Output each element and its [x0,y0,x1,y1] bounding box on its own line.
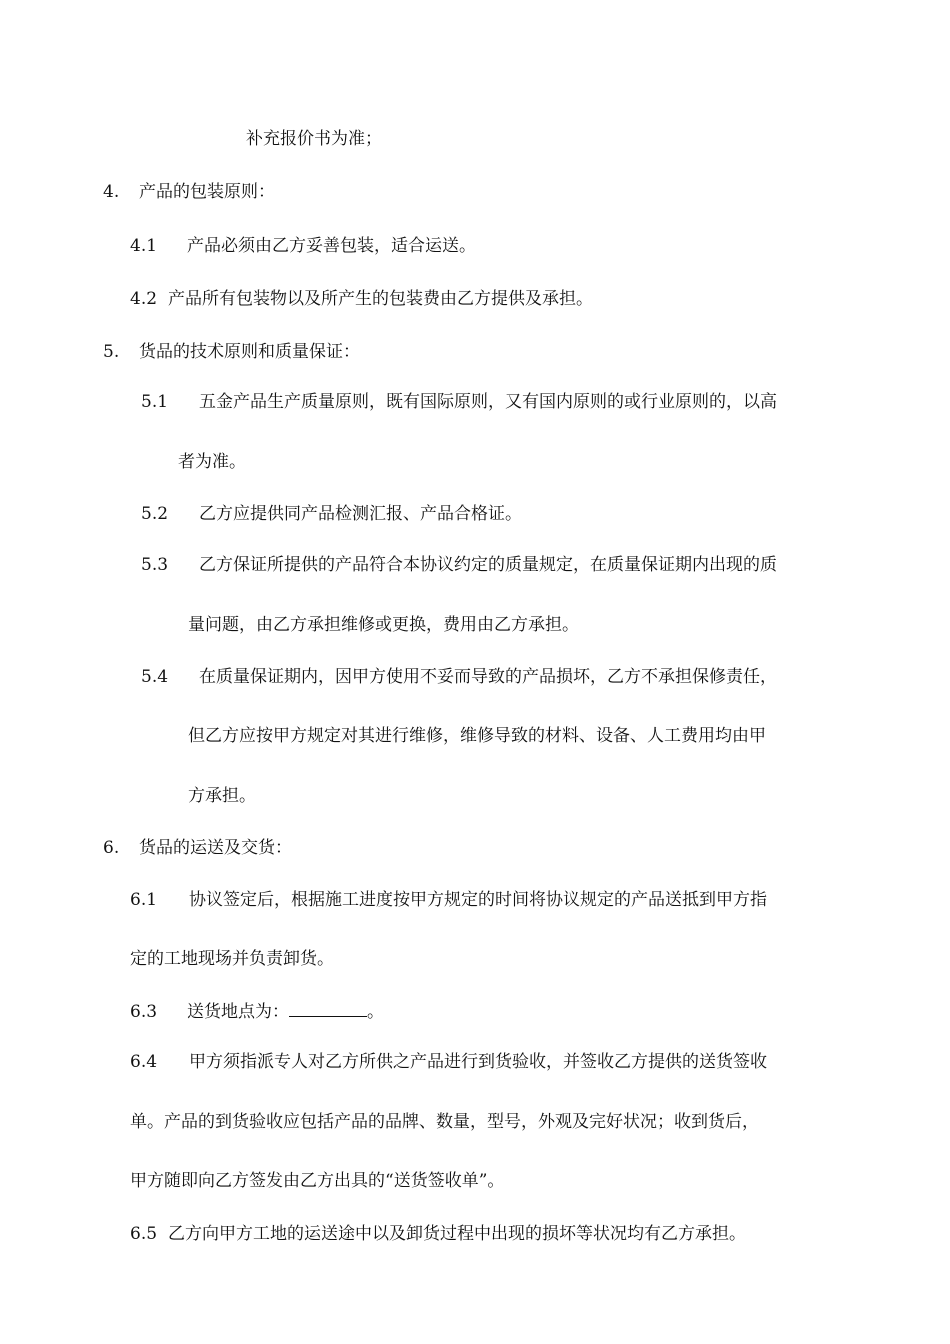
line-text: 者为准。 [178,452,246,472]
clause-continuation [130,1170,504,1192]
clause-6-4 [130,1051,767,1073]
section-number: 5. [103,342,120,362]
clause-continuation [178,451,246,473]
line-text: 量问题，由乙方承担维修或更换，费用由乙方承担。 [188,615,579,635]
section-heading-4 [103,181,275,203]
clause-4-1 [130,235,476,257]
line-text: 单。产品的到货验收应包括产品的品牌、数量，型号，外观及完好状况；收到货后， [130,1112,759,1132]
clause-number: 6.3 [130,1002,158,1022]
delivery-address-blank [289,1000,367,1017]
clause-text: 甲方须指派专人对乙方所供之产品进行到货验收，并签收乙方提供的送货签收 [189,1052,767,1072]
clause-6-5 [130,1223,746,1245]
section-title: 货品的运送及交货： [139,838,292,858]
clause-5-2 [141,503,522,525]
clause-continuation [130,948,334,970]
section-number: 6. [103,838,120,858]
clause-text: 乙方应提供同产品检测汇报、产品合格证。 [199,504,522,524]
clause-6-3 [130,1000,384,1023]
clause-tail: 。 [367,1002,384,1022]
clause-continuation [188,785,256,807]
clause-number: 5.1 [141,392,169,412]
clause-text: 送货地点为： [187,1002,289,1022]
line-text: 方承担。 [188,786,256,806]
section-title: 产品的包装原则： [139,182,275,202]
clause-6-1 [130,889,767,911]
clause-text: 在质量保证期内，因甲方使用不妥而导致的产品损坏，乙方不承担保修责任， [199,667,777,687]
clause-number: 5.3 [141,555,169,575]
clause-5-1 [141,391,777,413]
line-text: 补充报价书为准； [246,129,382,149]
clause-number: 6.5 [130,1224,158,1244]
clause-continuation [130,1111,759,1133]
section-heading-5 [103,341,360,363]
clause-continuation [188,614,579,636]
clause-5-4 [141,666,777,688]
section-title: 货品的技术原则和质量保证： [139,342,360,362]
clause-text: 产品所有包装物以及所产生的包装费由乙方提供及承担。 [168,289,593,309]
clause-number: 6.4 [130,1052,158,1072]
clause-number: 6.1 [130,890,158,910]
clause-number: 4.1 [130,236,158,256]
clause-text: 产品必须由乙方妥善包装，适合运送。 [187,236,476,256]
clause-continuation [188,725,766,747]
clause-text: 乙方向甲方工地的运送途中以及卸货过程中出现的损坏等状况均有乙方承担。 [168,1224,746,1244]
clause-5-3 [141,554,777,576]
clause-number: 5.4 [141,667,169,687]
clause-number: 4.2 [130,289,158,309]
clause-text: 五金产品生产质量原则，既有国际原则，又有国内原则的或行业原则的，以高 [199,392,777,412]
clause-text: 协议签定后，根据施工进度按甲方规定的时间将协议规定的产品送抵到甲方指 [189,890,767,910]
section-heading-6 [103,837,292,859]
line-text: 定的工地现场并负责卸货。 [130,949,334,969]
clause-text: 乙方保证所提供的产品符合本协议约定的质量规定，在质量保证期内出现的质 [199,555,777,575]
clause-number: 5.2 [141,504,169,524]
paragraph-line [246,128,382,150]
line-text: 甲方随即向乙方签发由乙方出具的“送货签收单”。 [130,1171,505,1191]
section-number: 4. [103,182,120,202]
line-text: 但乙方应按甲方规定对其进行维修，维修导致的材料、设备、人工费用均由甲 [188,726,766,746]
clause-4-2 [130,288,593,310]
